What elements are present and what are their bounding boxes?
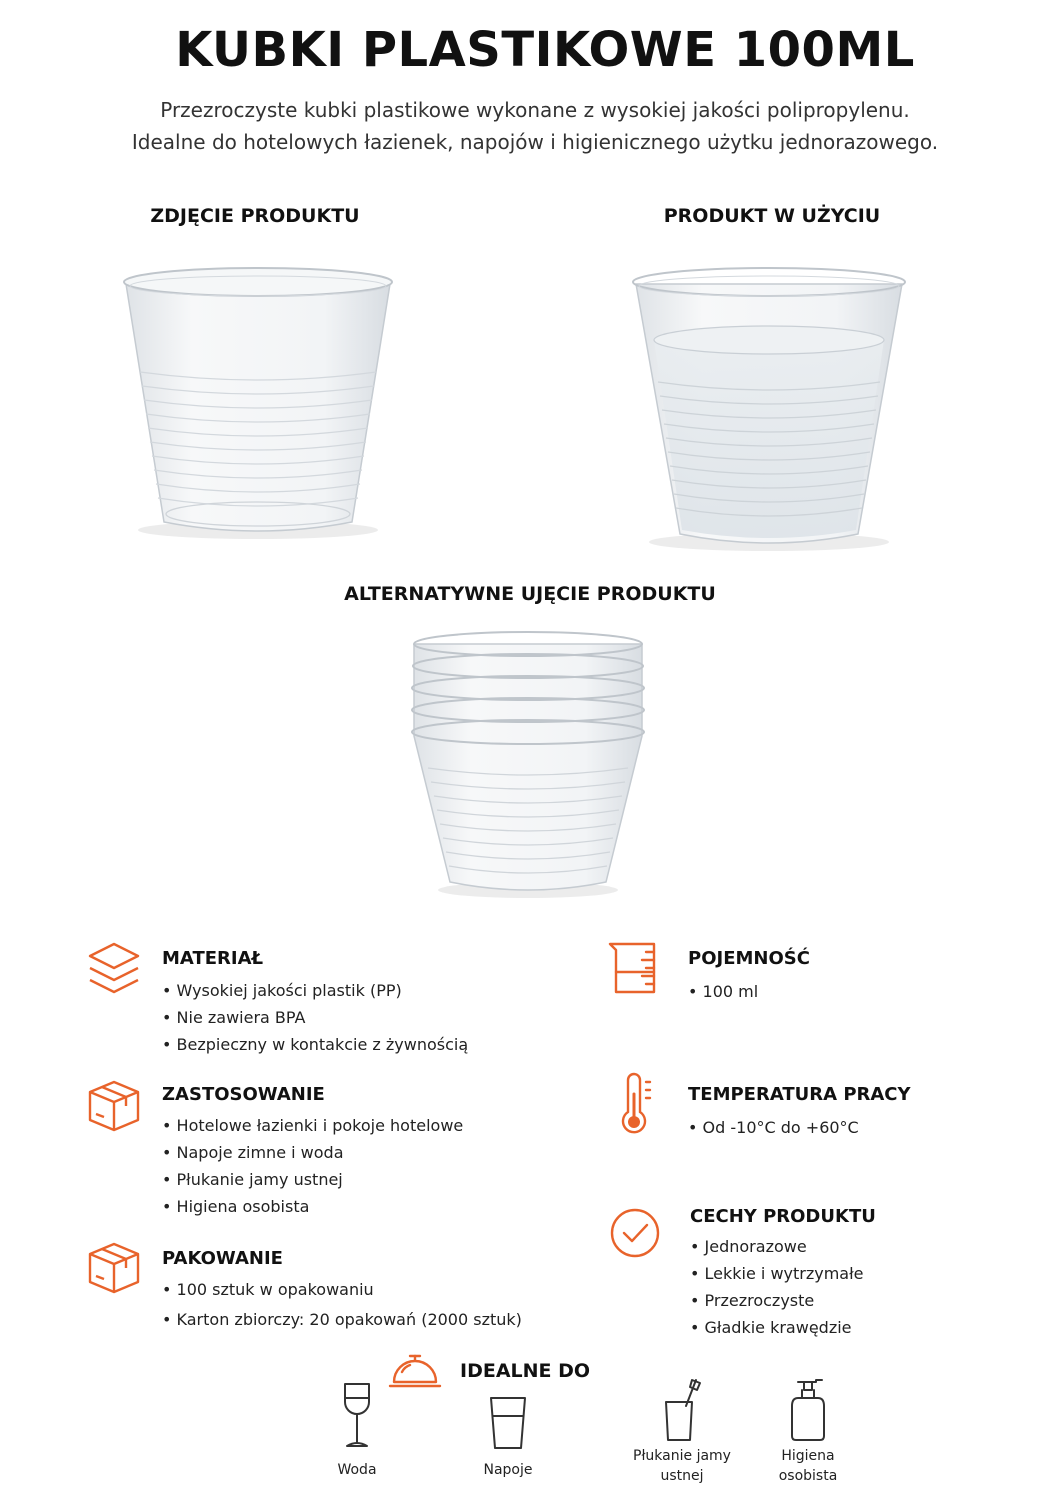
list-item: • Płukanie jamy ustnej [162,1166,463,1193]
ideal-item-label-line2: osobista [778,1468,838,1484]
ideal-item-label: Napoje [483,1462,533,1478]
ideal-item-water [327,1380,387,1480]
list-item: • Przezroczyste [690,1287,864,1314]
packaging-title: PAKOWANIE [162,1248,283,1269]
tumbler-icon [488,1392,528,1452]
packaging-list [162,1276,522,1333]
ideal-item-label-line1: Płukanie jamy [633,1448,731,1464]
product-photo-heading: ZDJĘCIE PRODUKTU [150,205,360,227]
usage-list [162,1112,463,1220]
list-item: • Wysokiej jakości plastik (PP) [162,977,468,1004]
ideal-item-drinks [478,1380,538,1480]
product-photo-empty-cup [118,262,398,540]
soap-dispenser-icon [788,1376,828,1444]
layers-icon [86,940,142,998]
list-item: • Od -10°C do +60°C [688,1114,859,1141]
toothbrush-cup-icon [662,1376,702,1444]
ideal-item-hygiene [768,1376,848,1486]
ideal-item-label: Woda [337,1462,377,1478]
capacity-title: POJEMNOŚĆ [688,948,810,969]
list-item: • 100 sztuk w opakowaniu [162,1276,522,1303]
ideal-item-mouth-rinse [630,1376,734,1486]
capacity-list [688,978,758,1005]
box-icon [86,1076,142,1134]
temperature-title: TEMPERATURA PRACY [688,1084,911,1105]
check-circle-icon [608,1206,662,1260]
list-item: • Karton zbiorczy: 20 opakowań (2000 sztuk) [162,1306,522,1333]
list-item: • 100 ml [688,978,758,1005]
list-item: • Lekkie i wytrzymałe [690,1260,864,1287]
list-item: • Higiena osobista [162,1193,463,1220]
wine-glass-icon [340,1380,374,1452]
page-title: KUBKI PLASTIKOWE 100ML [175,22,915,78]
package-icon [86,1238,142,1296]
ideal-item-label-line1: Higiena [781,1448,835,1464]
alternative-photo-heading: ALTERNATYWNE UJĘCIE PRODUKTU [344,583,716,605]
material-list [162,977,468,1058]
usage-title: ZASTOSOWANIE [162,1084,325,1105]
product-in-use-cup-with-water [628,262,910,552]
list-item: • Jednorazowe [690,1233,864,1260]
traits-list [690,1233,864,1341]
list-item: • Gładkie krawędzie [690,1314,864,1341]
in-use-heading: PRODUKT W UŻYCIU [663,205,881,227]
temperature-list [688,1114,859,1141]
cloche-icon [388,1350,442,1390]
ideal-for-title: IDEALNE DO [460,1360,591,1382]
list-item: • Bezpieczny w kontakcie z żywnością [162,1031,468,1058]
list-item: • Nie zawiera BPA [162,1004,468,1031]
subtitle-line-2: Idealne do hotelowych łazienek, napojów i higienicznego użytku jednorazowego. [131,130,939,154]
list-item: • Hotelowe łazienki i pokoje hotelowe [162,1112,463,1139]
measuring-cup-icon [606,938,662,998]
traits-title: CECHY PRODUKTU [690,1206,876,1227]
list-item: • Napoje zimne i woda [162,1139,463,1166]
alternative-stacked-cups [408,628,648,900]
material-title: MATERIAŁ [162,948,264,969]
thermometer-icon [614,1072,656,1138]
ideal-item-label-line2: ustnej [660,1468,704,1484]
subtitle-line-1: Przezroczyste kubki plastikowe wykonane z wysokiej jakości polipropylenu. [160,98,910,122]
